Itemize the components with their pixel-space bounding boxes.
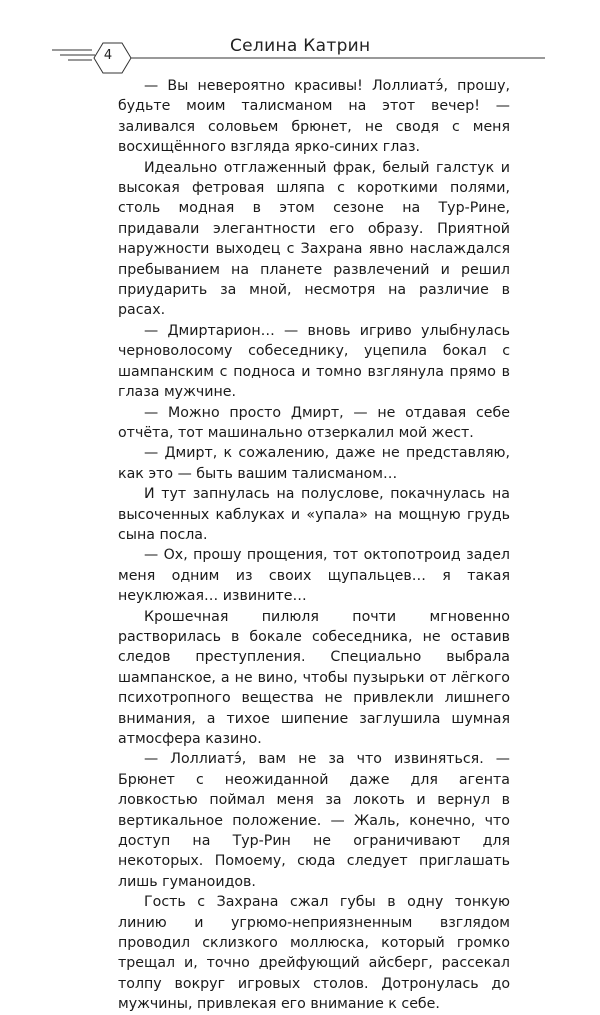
- paragraph: — Вы невероятно красивы! Лоллиатэ́, прошу, будьте моим талисманом на этот вечер! — заливался соловьем брюнет, не сводя с меня восхищённого взгляда ярко-синих глаз.: [118, 78, 510, 156]
- paragraph: И тут запнулась на полуслове, покачнулась на высоченных каблуках и «упала» на мощную грудь сына посла.: [118, 486, 510, 543]
- page-number: 4: [103, 48, 113, 63]
- running-title: Селина Катрин: [230, 36, 371, 56]
- paragraph: — Дмирт, к сожалению, даже не представляю, как это — быть вашим талисманом…: [118, 445, 510, 482]
- paragraph: — Ох, прошу прощения, тот октопотроид задел меня одним из своих щупальцев… я такая неуклюжая… извините…: [118, 547, 510, 605]
- paragraph: Идеально отглаженный фрак, белый галстук и высокая фетровая шляпа с короткими полями, столь модная в этом сезоне на Тур-Рине, придавали элегантности его образу. Приятной наружности выходец с Захрана явно наслаждался пребыванием на планете развлечений и решил приударить за мной, несмотря на различие в расах.: [118, 159, 510, 319]
- paragraph: — Лоллиатэ́, вам не за что извиняться. — Брюнет с неожиданной даже для агента ловкостью поймал меня за локоть и вернул в вертикальное положение. — Жаль, конечно, что доступ на Тур-Рин не ограничивают для некоторых. Помоему, сюда следует приглашать лишь гуманоидов.: [118, 751, 510, 890]
- body-text: [118, 76, 510, 1015]
- paragraph: — Можно просто Дмирт, — не отдавая себе отчёта, тот машинально отзеркалил мой жест.: [118, 404, 510, 441]
- paragraph: Гость с Захрана сжал губы в одну тонкую линию и угрюмо-неприязненным взглядом проводил склизкого моллюска, который громко трещал и, точно дрейфующий айсберг, рассекал толпу вокруг игровых столов. Дотронулась до мужчины, привлекая его внимание к себе.: [118, 894, 510, 1013]
- paragraph: Крошечная пилюля почти мгновенно растворилась в бокале собеседника, не оставив следов преступления. Специально выбрала шампанское, а не вино, чтобы пузырьки от лёгкого психотропного вещества не привлекли лишнего внимания, а тихое шипение заглушила шумная атмосфера казино.: [118, 608, 510, 747]
- paragraph: — Дмиртарион… — вновь игриво улыбнулась черноволосому собеседнику, уцепила бокал с шампанским с подноса и томно взглянула прямо в глаза мужчине.: [118, 322, 510, 401]
